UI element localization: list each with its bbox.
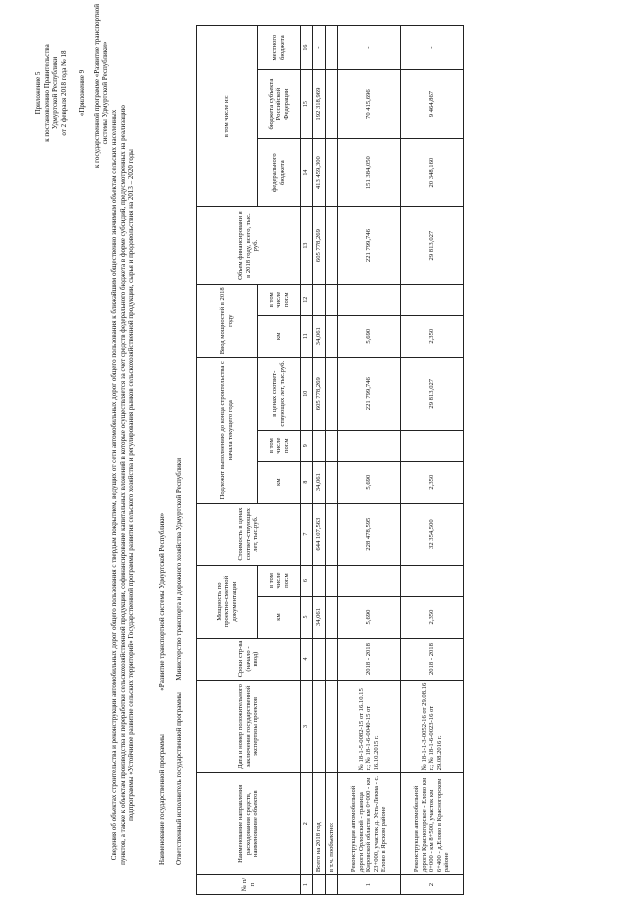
row-local: - xyxy=(401,26,464,70)
row-term: 2018 - 2018 xyxy=(338,638,401,680)
row-num: 1 xyxy=(338,875,401,895)
table-cell xyxy=(338,284,401,315)
header-cost: Стоимость в ценах соответ-ствующих лет, тыс.руб. xyxy=(197,503,301,565)
col-index: 11 xyxy=(301,315,313,357)
header-term: Сроки стр-ва (начало - ввод) xyxy=(197,638,301,680)
col-index: 8 xyxy=(301,461,313,503)
header-capacity: Мощность по проектно-сметной документации xyxy=(197,565,258,638)
appendix-line: «Приложение 9 xyxy=(78,69,86,117)
row-volume: 29 813,027 xyxy=(401,207,464,284)
executor-line xyxy=(175,165,184,865)
header-rem-pogm: в том числе пог.м xyxy=(258,430,301,461)
header-volume: Объем финансировани я в 2018 году, всего, тыс. руб. xyxy=(197,207,301,284)
appendix-line: системы Удмуртской Республики» xyxy=(101,41,109,145)
appendix-line: от 2 февраля 2018 года № 18 xyxy=(59,50,68,136)
row-volume: 221 799,746 xyxy=(338,207,401,284)
program-line xyxy=(158,165,167,865)
header-row xyxy=(197,26,258,895)
table-cell xyxy=(326,875,338,895)
row-fed: 20 348,160 xyxy=(401,138,464,207)
table-cell xyxy=(326,315,338,357)
total-label: Всего на 2018 год xyxy=(313,773,326,875)
col-index: 12 xyxy=(301,284,313,315)
executor-label: Ответственный исполнитель государственной программы xyxy=(175,692,183,865)
table-cell xyxy=(313,284,326,315)
row-rem-km: 2,350 xyxy=(401,461,464,503)
header-reg: бюджета субъекта Российской Федерации xyxy=(258,70,301,139)
row-comm-km: 5,690 xyxy=(338,315,401,357)
total-rem-money: 605 778,269 xyxy=(313,357,326,430)
total-reg: 192 318,969 xyxy=(313,70,326,139)
table-cell xyxy=(313,430,326,461)
total-cap-km: 34,061 xyxy=(313,596,326,638)
total-fed: 413 459,300 xyxy=(313,138,326,207)
table-cell xyxy=(326,503,338,565)
row-reg: 70 415,696 xyxy=(338,70,401,139)
header-fed: федерального бюджета xyxy=(258,138,301,207)
table-cell xyxy=(401,284,464,315)
table-cell xyxy=(326,70,338,139)
row-name: Реконструкция автомобильной дороги Орловский - граница Кировской области км 0+000 - км 23+000, участок д. Усть-Лекма - с. Елово в Ярском районе xyxy=(338,773,401,875)
row-fed: 151 384,050 xyxy=(338,138,401,207)
total-local: - xyxy=(313,26,326,70)
row-expertise: № 18-1-5-0082-15 от 16.10.15 г.; № 18-1-6-0040-15 от 16.10.2015 г. xyxy=(338,680,401,773)
table-cell xyxy=(338,565,401,596)
row-expertise: № 18-1-1-3-0052-16 от 29.08.16 г.; № 18-1-6-0023-16 от 29.08.2016 г. xyxy=(401,680,464,773)
header-cap-km: км xyxy=(258,596,301,638)
col-index: 9 xyxy=(301,430,313,461)
col-index: 10 xyxy=(301,357,313,430)
appendix-line: к постановлению Правительства xyxy=(42,44,51,142)
col-index: 6 xyxy=(301,565,313,596)
table-cell xyxy=(326,596,338,638)
table-cell xyxy=(326,138,338,207)
row-num: 2 xyxy=(401,875,464,895)
table-cell xyxy=(338,430,401,461)
table-cell xyxy=(326,565,338,596)
total-cost: 644 107,563 xyxy=(313,503,326,565)
row-cost: 32 354,500 xyxy=(401,503,464,565)
appendix-line: к государственной программе «Развитие транспортной xyxy=(92,3,101,168)
header-incl: в том числе из: xyxy=(197,26,258,207)
table-cell xyxy=(313,638,326,680)
row-term: 2018 - 2018 xyxy=(401,638,464,680)
header-expertise: Дата и номер положительного заключения государственной экспертизы проектов xyxy=(197,680,301,773)
header-commissioning: Ввод мощностей в 2018 году xyxy=(197,284,258,357)
col-index: 5 xyxy=(301,596,313,638)
intro-paragraph: Сведения об объектах строительства и реконструкции автомобильных дорог общего пользования с твердым покрытием, ведущих от сети автомобильных дорог общего пользования к ближайшим общественно значимым объектам сельских населенных пунктов, а также к объектам производства и переработки сельскохозяйственной продукции, софинансирование капитальных вложений в которые осуществляется за счет средств федерального бюджета в форме субсидий, предусмотренных на реализацию подпрограммы «Устойчивое развитие сельских территорий» Государственной программы развития сельского хозяйства и регулирования рынков сельскохозяйственной продукции, сырья и продовольствия на 2013 – 2020 годы xyxy=(110,105,135,865)
col-index: 3 xyxy=(301,680,313,773)
table-cell xyxy=(401,565,464,596)
row-cost: 228 478,595 xyxy=(338,503,401,565)
col-index: 13 xyxy=(301,207,313,284)
header-local: местного бюджета xyxy=(258,26,301,70)
table-cell xyxy=(401,430,464,461)
header-remaining: Подлежит выполнению до конца строительства с начала текущего года xyxy=(197,357,258,503)
header-comm-km: км xyxy=(258,315,301,357)
executor-value: Министерство транспорта и дорожного хозяйства Удмуртской Республики xyxy=(175,458,183,681)
appendix-header xyxy=(34,3,110,168)
table-row xyxy=(338,26,401,895)
row-rem-money: 29 813,027 xyxy=(401,357,464,430)
table-cell xyxy=(326,357,338,430)
total-row xyxy=(313,26,326,895)
row-cap-km: 2,350 xyxy=(401,596,464,638)
table-cell xyxy=(326,461,338,503)
program-value: «Развитие транспортной системы Удмуртской Республики» xyxy=(158,512,166,691)
table-cell xyxy=(313,680,326,773)
table-cell xyxy=(326,284,338,315)
table-cell xyxy=(326,207,338,284)
row-name: Реконструкция автомобильной дороги Красногорское - Елово км 0+000 - км 8+500, участок км 6+400 - д.Елово в Красногорском районе xyxy=(401,773,464,875)
column-index-row xyxy=(301,26,313,895)
appendix-title: Приложение 5 xyxy=(34,71,42,115)
header-rem-money: в ценах соответ-ствующих лет, тыс.руб. xyxy=(258,357,301,430)
program-label: Наименование государственной программы xyxy=(158,734,166,865)
table-cell xyxy=(313,875,326,895)
col-index: 2 xyxy=(301,773,313,875)
appendix-line: Удмуртской Республики xyxy=(51,56,59,130)
incl-row xyxy=(326,26,338,895)
incl-label: в т.ч. пообъектно: xyxy=(326,773,338,875)
table-cell xyxy=(326,638,338,680)
col-index: 14 xyxy=(301,138,313,207)
col-index: 1 xyxy=(301,875,313,895)
row-reg: 9 464,867 xyxy=(401,70,464,139)
table-cell xyxy=(326,430,338,461)
table-row xyxy=(401,26,464,895)
col-index: 16 xyxy=(301,26,313,70)
row-cap-km: 5,690 xyxy=(338,596,401,638)
col-index: 4 xyxy=(301,638,313,680)
row-rem-money: 221 799,746 xyxy=(338,357,401,430)
header-name: Наименование направления расходования средств, наименование объектов xyxy=(197,773,301,875)
header-comm-pogm: в том числе пог.м xyxy=(258,284,301,315)
col-index: 15 xyxy=(301,70,313,139)
header-num: № п/п xyxy=(197,875,301,895)
header-rem-km: км xyxy=(258,461,301,503)
total-rem-km: 34,061 xyxy=(313,461,326,503)
col-index: 7 xyxy=(301,503,313,565)
table-cell xyxy=(326,680,338,773)
row-rem-km: 5,690 xyxy=(338,461,401,503)
table-cell xyxy=(326,26,338,70)
row-local: - xyxy=(338,26,401,70)
header-cap-pogm: в том числе пог.м xyxy=(258,565,301,596)
total-comm-km: 34,061 xyxy=(313,315,326,357)
objects-table xyxy=(196,25,464,895)
row-comm-km: 2,350 xyxy=(401,315,464,357)
total-volume: 605 778,269 xyxy=(313,207,326,284)
table-cell xyxy=(313,565,326,596)
